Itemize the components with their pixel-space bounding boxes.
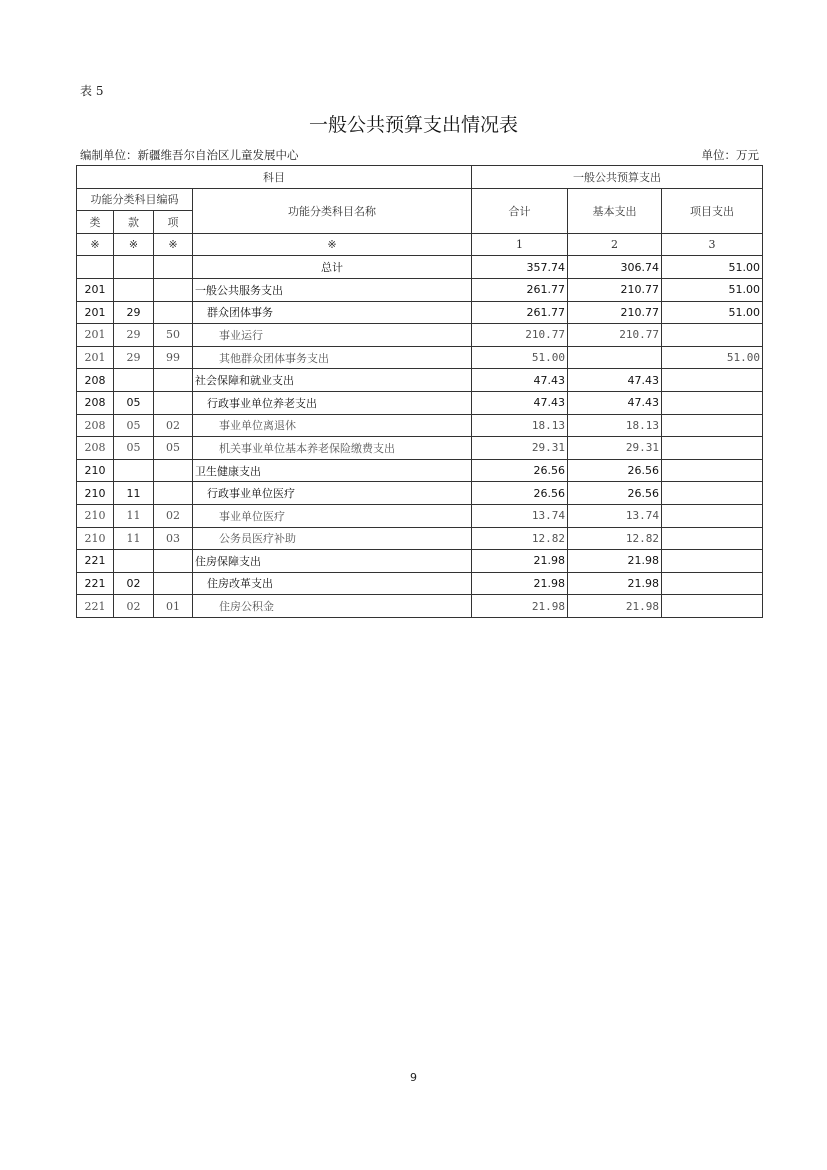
- budget-group-header: 一般公共预算支出: [472, 166, 763, 189]
- kuan-cell: 05: [114, 414, 154, 437]
- basic-cell: [568, 346, 662, 369]
- column-index: 2: [568, 233, 662, 256]
- total-cell: 47.43: [472, 391, 568, 414]
- name-cell: 行政事业单位养老支出: [193, 391, 472, 414]
- kuan-header: 款: [114, 211, 154, 234]
- kuan-cell: 02: [114, 572, 154, 595]
- name-cell: 卫生健康支出: [193, 459, 472, 482]
- table-header: [77, 166, 763, 256]
- name-cell: 总计: [193, 256, 472, 279]
- budget-expenditure-table: [76, 165, 763, 618]
- name-header: 功能分类科目名称: [193, 188, 472, 233]
- table-row: [77, 391, 763, 414]
- name-cell: 住房公积金: [193, 595, 472, 618]
- kuan-cell: 29: [114, 346, 154, 369]
- xiang-cell: [154, 459, 193, 482]
- total-cell: 261.77: [472, 301, 568, 324]
- kuan-cell: [114, 256, 154, 279]
- code-group-header: 功能分类科目编码: [77, 188, 193, 211]
- project-cell: [662, 504, 763, 527]
- total-cell: 13.74: [472, 504, 568, 527]
- basic-cell: 47.43: [568, 391, 662, 414]
- name-cell: 群众团体事务: [193, 301, 472, 324]
- table-row: [77, 504, 763, 527]
- name-cell: 机关事业单位基本养老保险缴费支出: [193, 437, 472, 460]
- table-row: [77, 346, 763, 369]
- lei-header: 类: [77, 211, 114, 234]
- kuan-cell: 11: [114, 482, 154, 505]
- xiang-cell: 50: [154, 324, 193, 347]
- lei-cell: 221: [77, 550, 114, 573]
- kuan-cell: [114, 369, 154, 392]
- kuan-cell: [114, 459, 154, 482]
- table-row: [77, 256, 763, 279]
- project-cell: 51.00: [662, 256, 763, 279]
- total-cell: 18.13: [472, 414, 568, 437]
- column-index: 3: [662, 233, 763, 256]
- lei-cell: 221: [77, 595, 114, 618]
- total-cell: 26.56: [472, 459, 568, 482]
- table-row: [77, 301, 763, 324]
- kuan-cell: 05: [114, 437, 154, 460]
- total-cell: 357.74: [472, 256, 568, 279]
- table-body: [77, 256, 763, 618]
- table-row: [77, 369, 763, 392]
- total-cell: 26.56: [472, 482, 568, 505]
- project-cell: [662, 550, 763, 573]
- basic-cell: 21.98: [568, 595, 662, 618]
- project-cell: [662, 369, 763, 392]
- table-row: [77, 437, 763, 460]
- total-cell: 51.00: [472, 346, 568, 369]
- kuan-cell: 29: [114, 324, 154, 347]
- total-cell: 12.82: [472, 527, 568, 550]
- basic-cell: 210.77: [568, 324, 662, 347]
- lei-cell: 210: [77, 459, 114, 482]
- total-cell: 210.77: [472, 324, 568, 347]
- lei-cell: 208: [77, 391, 114, 414]
- basic-cell: 12.82: [568, 527, 662, 550]
- project-cell: [662, 437, 763, 460]
- basic-cell: 21.98: [568, 550, 662, 573]
- lei-cell: [77, 256, 114, 279]
- project-cell: [662, 414, 763, 437]
- xiang-cell: [154, 391, 193, 414]
- table-row: [77, 572, 763, 595]
- xiang-cell: 05: [154, 437, 193, 460]
- mark-cell: ※: [154, 233, 193, 256]
- xiang-cell: [154, 550, 193, 573]
- project-cell: 51.00: [662, 346, 763, 369]
- lei-cell: 208: [77, 414, 114, 437]
- table-row: [77, 324, 763, 347]
- project-cell: [662, 527, 763, 550]
- xiang-cell: [154, 256, 193, 279]
- project-cell: [662, 391, 763, 414]
- basic-cell: 47.43: [568, 369, 662, 392]
- mark-cell: ※: [77, 233, 114, 256]
- table-number: 表 5: [80, 84, 104, 98]
- project-header: 项目支出: [662, 188, 763, 233]
- kuan-cell: [114, 278, 154, 301]
- name-cell: 事业运行: [193, 324, 472, 347]
- project-cell: [662, 482, 763, 505]
- xiang-cell: [154, 301, 193, 324]
- table-row: [77, 459, 763, 482]
- xiang-cell: 03: [154, 527, 193, 550]
- project-cell: 51.00: [662, 278, 763, 301]
- name-cell: 事业单位离退休: [193, 414, 472, 437]
- table-row: [77, 595, 763, 618]
- xiang-cell: [154, 482, 193, 505]
- total-cell: 47.43: [472, 369, 568, 392]
- total-cell: 21.98: [472, 595, 568, 618]
- lei-cell: 201: [77, 278, 114, 301]
- xiang-cell: 02: [154, 414, 193, 437]
- kuan-cell: 05: [114, 391, 154, 414]
- name-cell: 社会保障和就业支出: [193, 369, 472, 392]
- name-cell: 一般公共服务支出: [193, 278, 472, 301]
- column-index: 1: [472, 233, 568, 256]
- lei-cell: 210: [77, 527, 114, 550]
- kuan-cell: [114, 550, 154, 573]
- table-row: [77, 527, 763, 550]
- kuan-cell: 11: [114, 504, 154, 527]
- name-cell: 公务员医疗补助: [193, 527, 472, 550]
- name-cell: 事业单位医疗: [193, 504, 472, 527]
- compiling-unit: 编制单位：新疆维吾尔自治区儿童发展中心: [80, 148, 299, 162]
- basic-cell: 18.13: [568, 414, 662, 437]
- project-cell: [662, 459, 763, 482]
- basic-cell: 210.77: [568, 301, 662, 324]
- lei-cell: 201: [77, 324, 114, 347]
- basic-cell: 210.77: [568, 278, 662, 301]
- total-cell: 261.77: [472, 278, 568, 301]
- lei-cell: 208: [77, 437, 114, 460]
- kuan-cell: 29: [114, 301, 154, 324]
- name-cell: 其他群众团体事务支出: [193, 346, 472, 369]
- table-row: [77, 414, 763, 437]
- mark-cell: ※: [193, 233, 472, 256]
- lei-cell: 221: [77, 572, 114, 595]
- table-row: [77, 278, 763, 301]
- project-cell: 51.00: [662, 301, 763, 324]
- project-cell: [662, 595, 763, 618]
- lei-cell: 210: [77, 504, 114, 527]
- currency-unit: 单位：万元: [701, 148, 759, 162]
- basic-cell: 13.74: [568, 504, 662, 527]
- name-cell: 住房保障支出: [193, 550, 472, 573]
- xiang-cell: [154, 369, 193, 392]
- lei-cell: 210: [77, 482, 114, 505]
- xiang-header: 项: [154, 211, 193, 234]
- xiang-cell: 01: [154, 595, 193, 618]
- total-cell: 21.98: [472, 572, 568, 595]
- basic-cell: 306.74: [568, 256, 662, 279]
- basic-cell: 26.56: [568, 459, 662, 482]
- lei-cell: 201: [77, 346, 114, 369]
- kuan-cell: 11: [114, 527, 154, 550]
- total-cell: 29.31: [472, 437, 568, 460]
- xiang-cell: [154, 278, 193, 301]
- table-row: [77, 482, 763, 505]
- basic-cell: 21.98: [568, 572, 662, 595]
- project-cell: [662, 572, 763, 595]
- subject-header: 科目: [77, 166, 472, 189]
- total-header: 合计: [472, 188, 568, 233]
- lei-cell: 201: [77, 301, 114, 324]
- document-title: 一般公共预算支出情况表: [308, 114, 518, 136]
- xiang-cell: [154, 572, 193, 595]
- kuan-cell: 02: [114, 595, 154, 618]
- total-cell: 21.98: [472, 550, 568, 573]
- xiang-cell: 99: [154, 346, 193, 369]
- page-number: 9: [410, 1071, 417, 1084]
- name-cell: 行政事业单位医疗: [193, 482, 472, 505]
- project-cell: [662, 324, 763, 347]
- basic-header: 基本支出: [568, 188, 662, 233]
- lei-cell: 208: [77, 369, 114, 392]
- table-row: [77, 550, 763, 573]
- xiang-cell: 02: [154, 504, 193, 527]
- basic-cell: 29.31: [568, 437, 662, 460]
- basic-cell: 26.56: [568, 482, 662, 505]
- mark-cell: ※: [114, 233, 154, 256]
- name-cell: 住房改革支出: [193, 572, 472, 595]
